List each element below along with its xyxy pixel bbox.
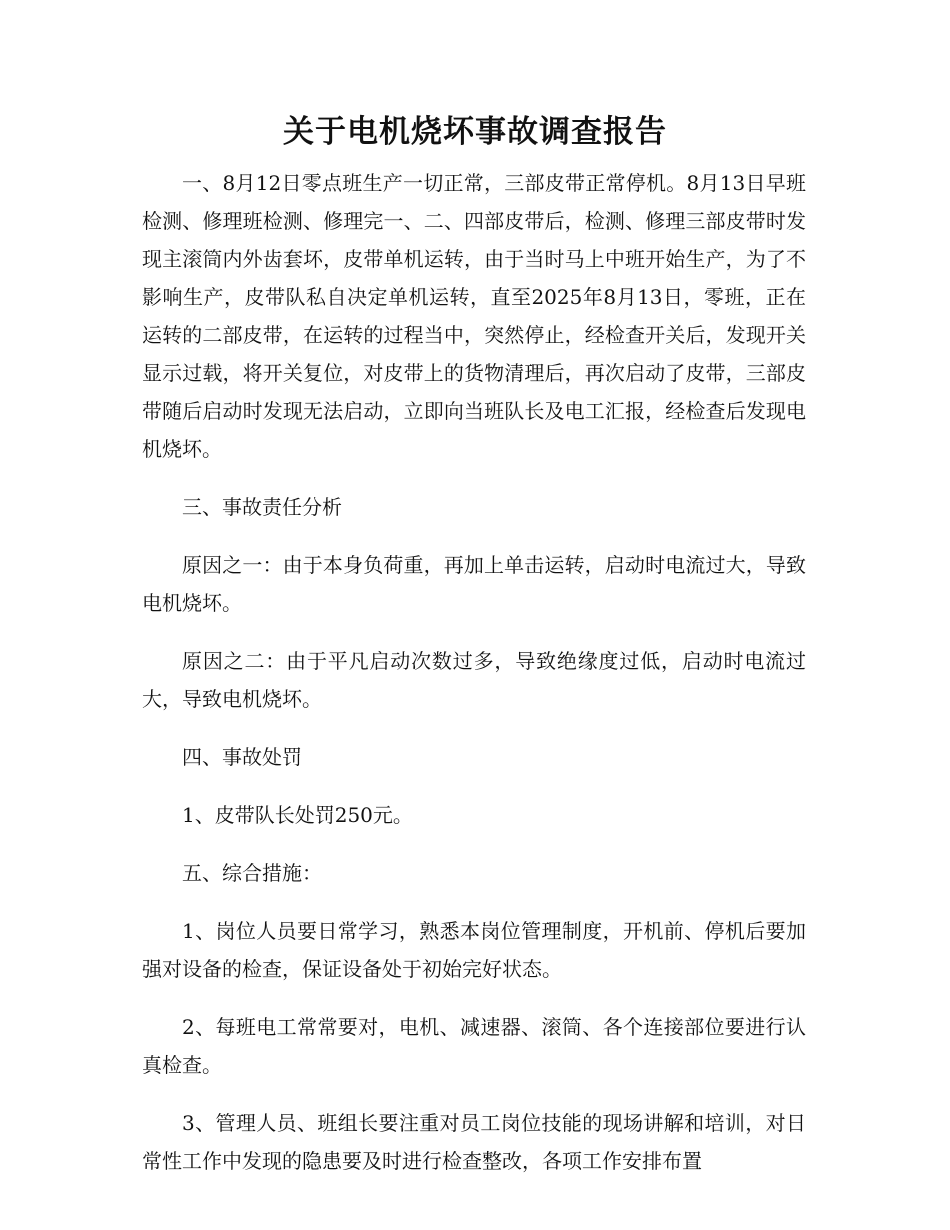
paragraph-cause-one: 原因之一：由于本身负荷重，再加上单击运转，启动时电流过大，导致电机烧坏。 — [142, 553, 806, 615]
document-title: 关于电机烧坏事故调查报告 — [283, 114, 667, 150]
section-heading-penalty: 四、事故处罚 — [182, 745, 302, 769]
paragraph-measure-three: 3、管理人员、班组长要注重对员工岗位技能的现场讲解和培训，对日常性工作中发现的隐患要及时进行检查整改，各项工作安排布置 — [142, 1111, 806, 1173]
paragraph-penalty-item: 1、皮带队长处罚250元。 — [182, 803, 413, 827]
paragraph-cause-two: 原因之二：由于平凡启动次数过多，导致绝缘度过低，启动时电流过大，导致电机烧坏。 — [142, 649, 806, 711]
paragraph-measure-two: 2、每班电工常常要对，电机、减速器、滚筒、各个连接部位要进行认真检查。 — [142, 1015, 806, 1077]
section-heading-responsibility: 三、事故责任分析 — [182, 495, 342, 519]
paragraph-incident-description: 一、8月12日零点班生产一切正常，三部皮带正常停机。8月13日早班检测、修理班检测、修理完一、二、四部皮带后，检测、修理三部皮带时发现主滚筒内外齿套坏，皮带单机运转，由于当时马上中班开始生产，为了不影响生产，皮带队私自决定单机运转，直至2025年8月13日，零班，正在运转的二部皮带，在运转的过程当中，突然停止，经检查开关后，发现开关显示过载，将开关复位，对皮带上的货物清理后，再次启动了皮带，三部皮带随后启动时发现无法启动，立即向当班队长及电工汇报，经检查后发现电机烧坏。 — [142, 171, 806, 461]
document-body — [142, 164, 806, 1200]
section-heading-measures: 五、综合措施： — [182, 861, 322, 885]
paragraph-measure-one: 1、岗位人员要日常学习，熟悉本岗位管理制度，开机前、停机后要加强对设备的检查，保证设备处于初始完好状态。 — [142, 919, 806, 981]
